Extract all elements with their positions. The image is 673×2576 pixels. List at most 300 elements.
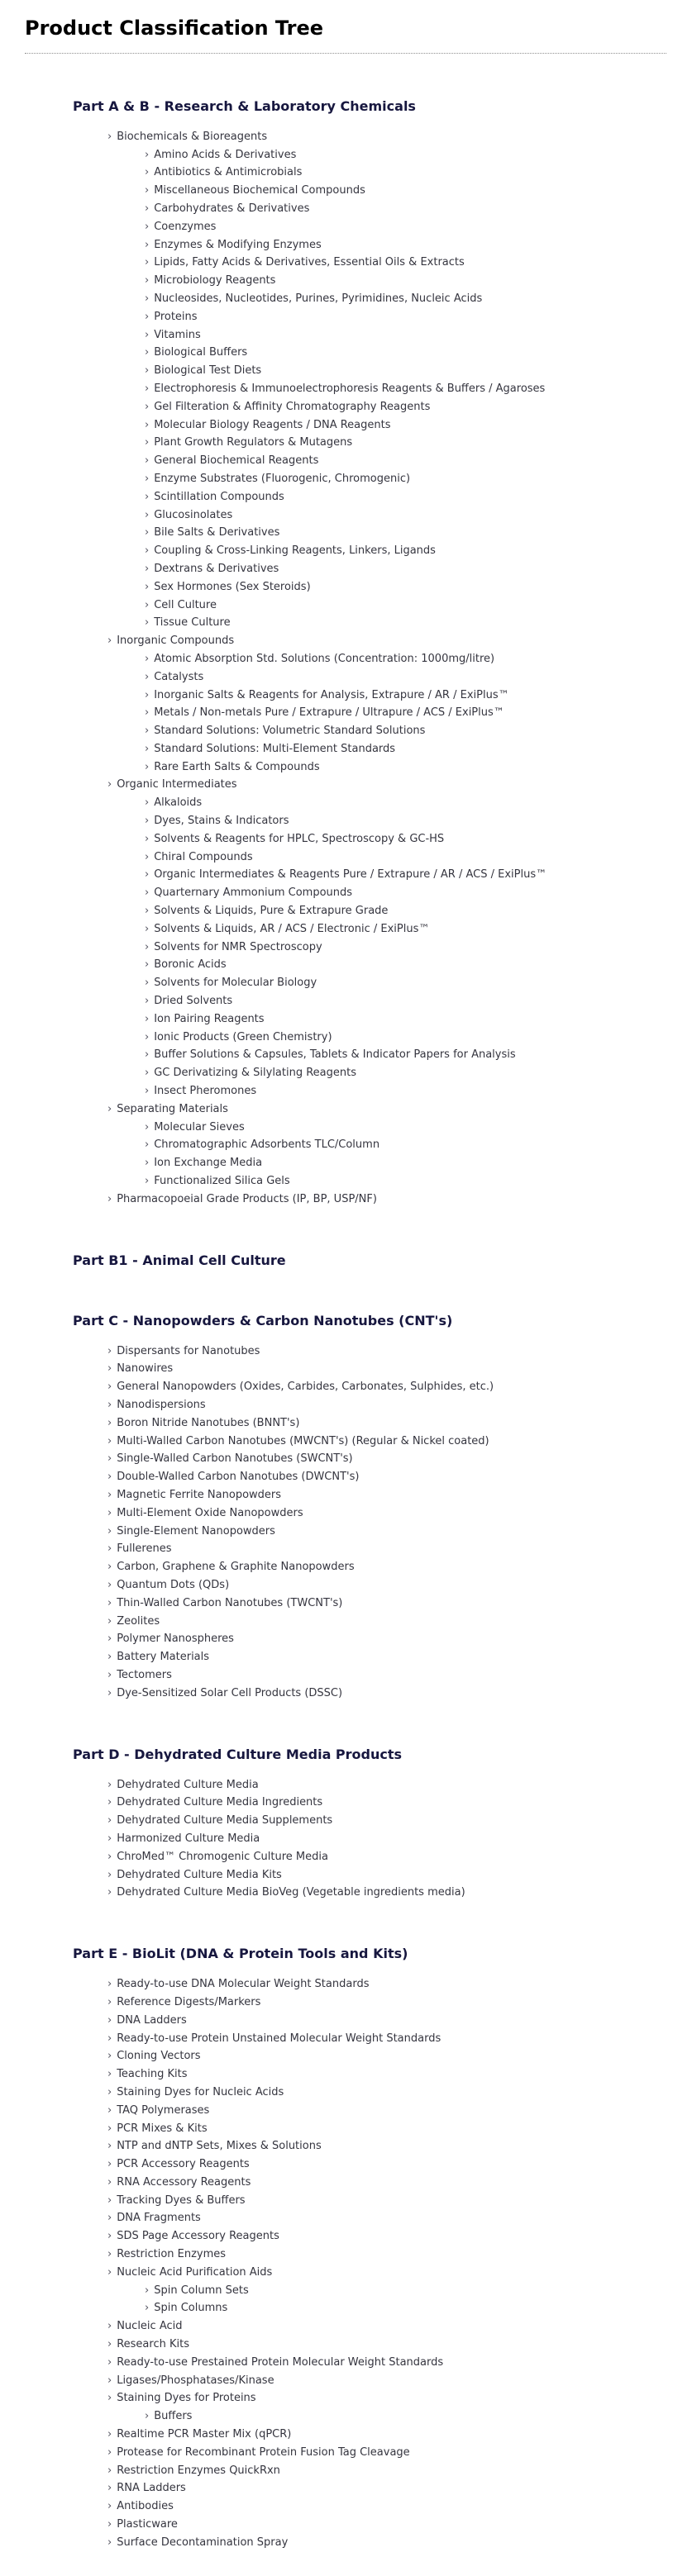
category-link[interactable]: RNA Accessory Reagents [117, 2175, 251, 2189]
category-link[interactable]: Dehydrated Culture Media [117, 1778, 259, 1791]
tree-item [145, 433, 666, 451]
category-link[interactable]: Plant Growth Regulators & Mutagens [154, 436, 353, 449]
tree-row [145, 848, 666, 866]
category-link[interactable]: Reference Digests/Markers [117, 1995, 261, 2008]
chevron-right-icon: › [145, 364, 150, 378]
chevron-right-icon: › [145, 1048, 150, 1062]
tree-row [145, 199, 666, 217]
category-link[interactable]: Ion Exchange Media [154, 1157, 263, 1170]
tree-item [145, 739, 666, 758]
category-link[interactable]: Ion Pairing Reagents [154, 1012, 265, 1025]
tree-item [145, 1172, 666, 1190]
chevron-right-icon: › [107, 2085, 112, 2098]
category-link[interactable]: Solvents & Liquids, Pure & Extrapure Grade [154, 905, 389, 918]
section-part-d [73, 1747, 666, 1902]
classification-tree [73, 1342, 666, 1702]
tree-item [107, 1847, 666, 1865]
tree-row [145, 379, 666, 397]
chevron-right-icon: › [107, 1506, 112, 1519]
category-link[interactable]: Carbohydrates & Derivatives [154, 202, 310, 215]
tree-item [145, 217, 666, 235]
category-link[interactable]: Ready-to-use Protein Unstained Molecular Weight Standards [117, 2032, 442, 2045]
chevron-right-icon: › [145, 868, 150, 882]
chevron-right-icon: › [107, 2518, 112, 2531]
tree-item [145, 343, 666, 361]
category-link[interactable]: Magnetic Ferrite Nanopowders [117, 1488, 282, 1501]
chevron-right-icon: › [107, 1452, 112, 1466]
category-link[interactable]: Quarternary Ammonium Compounds [154, 886, 353, 900]
chevron-right-icon: › [145, 1067, 150, 1080]
tree-item [107, 1576, 666, 1594]
tree-item [107, 1190, 666, 1208]
chevron-right-icon: › [145, 1138, 150, 1152]
tree-row [145, 973, 666, 991]
tree-item [107, 2119, 666, 2137]
category-link[interactable]: Tectomers [117, 1668, 172, 1681]
tree-row [107, 1190, 666, 1208]
page [0, 17, 673, 2576]
category-link[interactable]: Coenzymes [154, 220, 217, 233]
category-link[interactable]: Boron Nitride Nanotubes (BNNT's) [117, 1416, 300, 1429]
category-link[interactable]: Restriction Enzymes QuickRxn [117, 2464, 280, 2477]
tree-item [107, 775, 666, 1099]
tree-item [145, 901, 666, 920]
category-link[interactable]: Chromatographic Adsorbents TLC/Column [154, 1138, 380, 1152]
category-link[interactable]: Coupling & Cross-Linking Reagents, Linkers, Ligands [154, 544, 436, 558]
tree-item [145, 416, 666, 434]
category-link[interactable]: Cell Culture [154, 598, 217, 611]
tree-row [145, 1010, 666, 1028]
chevron-right-icon: › [107, 2338, 112, 2351]
category-link[interactable]: Buffers [154, 2410, 193, 2423]
category-link[interactable]: Proteins [154, 310, 198, 323]
category-link[interactable]: Metals / Non-metals Pure / Extrapure / Ultrapure / ACS / ExiPlus™ [154, 706, 504, 720]
category-link[interactable]: Staining Dyes for Nucleic Acids [117, 2085, 284, 2098]
tree-item [145, 1045, 666, 1063]
category-link[interactable]: Buffer Solutions & Capsules, Tablets & Indicator Papers for Analysis [154, 1048, 516, 1062]
tree-item [107, 1359, 666, 1377]
tree-row [145, 901, 666, 920]
category-link[interactable]: Ligases/Phosphatases/Kinase [117, 2374, 274, 2387]
tree-item [107, 2011, 666, 2029]
tree-item [145, 865, 666, 883]
category-link[interactable]: Biological Buffers [154, 346, 248, 359]
subtree [107, 1118, 666, 1190]
tree-item [107, 2065, 666, 2083]
tree-row [107, 1865, 666, 1884]
chevron-right-icon: › [107, 2265, 112, 2279]
sections-container [25, 98, 666, 2551]
category-link[interactable]: Dyes, Stains & Indicators [154, 815, 289, 828]
tree-row [145, 577, 666, 596]
tree-item [145, 848, 666, 866]
chevron-right-icon: › [107, 1832, 112, 1845]
tree-row [107, 2065, 666, 2083]
tree-item [107, 2533, 666, 2551]
tree-row [107, 2335, 666, 2353]
chevron-right-icon: › [107, 2392, 112, 2405]
category-link[interactable]: Insect Pheromones [154, 1085, 257, 1098]
tree-item [145, 1153, 666, 1172]
chevron-right-icon: › [107, 2482, 112, 2495]
chevron-right-icon: › [107, 2068, 112, 2081]
category-link[interactable]: Molecular Biology Reagents / DNA Reagents [154, 418, 391, 431]
chevron-right-icon: › [107, 778, 112, 791]
tree-row [145, 506, 666, 524]
category-link[interactable]: Nucleic Acid [117, 2320, 183, 2333]
category-link[interactable]: Pharmacopoeial Grade Products (IP, BP, USP/NF) [117, 1192, 377, 1205]
tree-row [107, 1847, 666, 1865]
chevron-right-icon: › [145, 1120, 150, 1134]
category-link[interactable]: Bile Salts & Derivatives [154, 526, 280, 539]
category-link[interactable]: Dehydrated Culture Media BioVeg (Vegetable ingredients media) [117, 1886, 465, 1899]
tree-row [107, 1467, 666, 1485]
section-heading: Part A & B - Research & Laboratory Chemicals [73, 97, 416, 114]
category-link[interactable]: Surface Decontamination Spray [117, 2536, 289, 2549]
category-link[interactable]: Lipids, Fatty Acids & Derivatives, Essential Oils & Extracts [154, 256, 465, 269]
category-link[interactable]: Scintillation Compounds [154, 490, 284, 503]
section-part-c [73, 1313, 666, 1702]
chevron-right-icon: › [107, 1488, 112, 1501]
tree-item [145, 758, 666, 776]
tree-row [145, 307, 666, 326]
tree-row [145, 596, 666, 614]
category-link[interactable]: Single-Element Nanopowders [117, 1524, 275, 1538]
category-link[interactable]: Microbiology Reagents [154, 274, 276, 288]
tree-row [145, 253, 666, 271]
category-link[interactable]: Spin Columns [154, 2302, 228, 2315]
tree-item [145, 2281, 666, 2299]
tree-item [145, 1063, 666, 1081]
tree-row [145, 938, 666, 956]
chevron-right-icon: › [107, 1471, 112, 1484]
page-title: Product Classification Tree [25, 17, 324, 40]
category-link[interactable]: Restriction Enzymes [117, 2248, 227, 2261]
tree-item [145, 307, 666, 326]
tree-item [145, 253, 666, 271]
section-part-b1 [73, 1252, 666, 1268]
category-link[interactable]: Amino Acids & Derivatives [154, 148, 297, 161]
tree-item [107, 1829, 666, 1847]
category-link[interactable]: Catalysts [154, 670, 204, 683]
chevron-right-icon: › [145, 796, 150, 810]
tree-item [107, 1775, 666, 1794]
category-link[interactable]: Nanodispersions [117, 1399, 206, 1411]
tree-item [145, 361, 666, 379]
tree-row [107, 775, 666, 793]
category-link[interactable]: Zeolites [117, 1614, 160, 1628]
tree-item [145, 596, 666, 614]
tree-row [145, 326, 666, 344]
category-link[interactable]: Battery Materials [117, 1651, 210, 1664]
tree-row [107, 1395, 666, 1414]
chevron-right-icon: › [145, 1175, 150, 1188]
chevron-right-icon: › [145, 760, 150, 773]
tree-row [145, 523, 666, 541]
section-part-a-b [73, 98, 666, 1208]
tree-row [145, 217, 666, 235]
category-link[interactable]: Multi-Walled Carbon Nanotubes (MWCNT's) (Regular & Nickel coated) [117, 1434, 489, 1447]
category-link[interactable]: Thin-Walled Carbon Nanotubes (TWCNT's) [117, 1596, 343, 1609]
tree-item [145, 1135, 666, 1153]
category-link[interactable]: Single-Walled Carbon Nanotubes (SWCNT's) [117, 1452, 353, 1466]
category-link[interactable]: Antibiotics & Antimicrobials [154, 166, 303, 179]
chevron-right-icon: › [145, 580, 150, 593]
category-link[interactable]: Antibodies [117, 2500, 174, 2513]
category-link[interactable]: Teaching Kits [117, 2068, 188, 2081]
tree-row [145, 1081, 666, 1100]
category-link[interactable]: NTP and dNTP Sets, Mixes & Solutions [117, 2140, 322, 2153]
tree-item [107, 2136, 666, 2155]
tree-row [107, 1557, 666, 1576]
category-link[interactable]: Dispersants for Nanotubes [117, 1344, 260, 1357]
tree-row [107, 2046, 666, 2065]
tree-row [107, 2136, 666, 2155]
tree-item [107, 1865, 666, 1884]
category-link[interactable]: Dye-Sensitized Solar Cell Products (DSSC) [117, 1686, 343, 1699]
category-link[interactable]: Ready-to-use DNA Molecular Weight Standards [117, 1978, 370, 1991]
category-link[interactable]: Protease for Recombinant Protein Fusion Tag Cleavage [117, 2445, 410, 2459]
tree-item [145, 883, 666, 901]
category-link[interactable]: PCR Accessory Reagents [117, 2158, 250, 2171]
tree-row [145, 793, 666, 811]
chevron-right-icon: › [107, 2013, 112, 2027]
chevron-right-icon: › [145, 346, 150, 359]
category-link[interactable]: Biological Test Diets [154, 364, 262, 378]
category-link[interactable]: Nucleosides, Nucleotides, Purines, Pyrimidines, Nucleic Acids [154, 292, 483, 305]
category-link[interactable]: Polymer Nanospheres [117, 1633, 234, 1646]
category-link[interactable]: Glucosinolates [154, 508, 233, 521]
tree-row [107, 1539, 666, 1557]
category-link[interactable]: Quantum Dots (QDs) [117, 1578, 230, 1591]
category-link[interactable]: Standard Solutions: Volumetric Standard Solutions [154, 725, 426, 738]
classification-tree [73, 1775, 666, 1902]
tree-row [145, 1063, 666, 1081]
category-link[interactable]: Tissue Culture [154, 616, 231, 630]
tree-row [145, 433, 666, 451]
category-link[interactable]: Multi-Element Oxide Nanopowders [117, 1506, 303, 1519]
category-link[interactable]: General Biochemical Reagents [154, 454, 319, 468]
category-link[interactable]: Enzyme Substrates (Fluorogenic, Chromogenic) [154, 472, 411, 485]
tree-row [107, 1775, 666, 1794]
category-link[interactable]: DNA Fragments [117, 2212, 201, 2225]
category-link[interactable]: Dehydrated Culture Media Supplements [117, 1814, 333, 1827]
tree-item [107, 1594, 666, 1612]
chevron-right-icon: › [145, 2410, 150, 2423]
chevron-right-icon: › [107, 1578, 112, 1591]
tree-item [107, 127, 666, 631]
tree-item [107, 1449, 666, 1467]
category-link[interactable]: Tracking Dyes & Buffers [117, 2193, 246, 2207]
tree-row [145, 289, 666, 307]
category-link[interactable]: Miscellaneous Biochemical Compounds [154, 184, 365, 197]
category-link[interactable]: Electrophoresis & Immunoelectrophoresis Reagents & Buffers / Agaroses [154, 382, 546, 395]
tree-row [107, 2353, 666, 2371]
category-link[interactable]: Cloning Vectors [117, 2050, 201, 2063]
category-link[interactable]: Solvents for Molecular Biology [154, 977, 317, 990]
category-link[interactable]: Gel Filteration & Affinity Chromatography Reagents [154, 400, 431, 413]
category-link[interactable]: Staining Dyes for Proteins [117, 2392, 256, 2405]
tree-row [107, 2173, 666, 2191]
chevron-right-icon: › [145, 832, 150, 845]
category-link[interactable]: Spin Column Sets [154, 2284, 249, 2297]
tree-row [107, 1883, 666, 1901]
category-link[interactable]: Solvents & Liquids, AR / ACS / Electronic / ExiPlus™ [154, 922, 430, 935]
category-link[interactable]: Standard Solutions: Multi-Element Standards [154, 742, 396, 755]
tree-item [107, 1666, 666, 1684]
tree-item [107, 2443, 666, 2461]
tree-item [107, 2353, 666, 2371]
chevron-right-icon: › [145, 886, 150, 900]
tree-item [145, 181, 666, 199]
category-link[interactable]: Functionalized Silica Gels [154, 1175, 290, 1188]
tree-item [107, 1395, 666, 1414]
chevron-right-icon: › [107, 130, 112, 143]
category-link[interactable]: Ready-to-use Prestained Protein Molecular Weight Standards [117, 2355, 444, 2369]
chevron-right-icon: › [145, 905, 150, 918]
chevron-right-icon: › [107, 1524, 112, 1538]
category-link[interactable]: Dried Solvents [154, 995, 233, 1008]
category-link[interactable]: GC Derivatizing & Silylating Reagents [154, 1067, 357, 1080]
tree-item [145, 541, 666, 559]
category-link[interactable]: General Nanopowders (Oxides, Carbides, Carbonates, Sulphides, etc.) [117, 1381, 494, 1394]
category-link[interactable]: Dehydrated Culture Media Ingredients [117, 1796, 323, 1809]
chevron-right-icon: › [145, 670, 150, 683]
category-link[interactable]: RNA Ladders [117, 2482, 186, 2495]
tree-item [145, 991, 666, 1010]
tree-item [145, 523, 666, 541]
chevron-right-icon: › [145, 238, 150, 251]
tree-item [145, 235, 666, 254]
tree-row [145, 721, 666, 739]
tree-item [145, 469, 666, 487]
chevron-right-icon: › [145, 274, 150, 288]
chevron-right-icon: › [145, 292, 150, 305]
chevron-right-icon: › [107, 1978, 112, 1991]
chevron-right-icon: › [107, 1814, 112, 1827]
category-link[interactable]: Solvents & Reagents for HPLC, Spectroscopy & GC-HS [154, 832, 445, 845]
category-link[interactable]: Separating Materials [117, 1102, 228, 1115]
tree-row [145, 2298, 666, 2317]
category-link[interactable]: Organic Intermediates & Reagents Pure / Extrapure / AR / ACS / ExiPlus™ [154, 868, 547, 882]
tree-item [107, 2317, 666, 2335]
tree-row [107, 2155, 666, 2173]
chevron-right-icon: › [145, 995, 150, 1008]
tree-row [145, 758, 666, 776]
tree-row [107, 1342, 666, 1360]
tree-row [145, 559, 666, 577]
category-link[interactable]: Chiral Compounds [154, 850, 253, 863]
category-link[interactable]: Atomic Absorption Std. Solutions (Concentration: 1000mg/litre) [154, 652, 495, 665]
category-link[interactable]: Alkaloids [154, 796, 203, 810]
tree-item [107, 2046, 666, 2065]
section-heading: Part D - Dehydrated Culture Media Products [73, 1746, 403, 1762]
tree-item [145, 487, 666, 506]
category-link[interactable]: Fullerenes [117, 1542, 172, 1556]
category-link[interactable]: Realtime PCR Master Mix (qPCR) [117, 2428, 292, 2441]
tree-item [145, 145, 666, 164]
category-link[interactable]: SDS Page Accessory Reagents [117, 2230, 279, 2243]
tree-row [145, 920, 666, 938]
tree-row [145, 955, 666, 973]
tree-row [107, 1504, 666, 1522]
tree-row [145, 883, 666, 901]
tree-row [145, 235, 666, 254]
tree-item [145, 613, 666, 631]
chevron-right-icon: › [145, 1085, 150, 1098]
tree-item [145, 163, 666, 181]
tree-row [107, 1522, 666, 1540]
tree-item [107, 2155, 666, 2173]
tree-item [107, 2388, 666, 2425]
tree-row [107, 2227, 666, 2245]
category-link[interactable]: Organic Intermediates [117, 778, 237, 791]
category-link[interactable]: Inorganic Salts & Reagents for Analysis, Extrapure / AR / ExiPlus™ [154, 688, 509, 701]
category-link[interactable]: Boronic Acids [154, 958, 227, 972]
tree-row [145, 2281, 666, 2299]
category-link[interactable]: PCR Mixes & Kits [117, 2122, 208, 2135]
category-link[interactable]: Ionic Products (Green Chemistry) [154, 1030, 332, 1043]
category-link[interactable]: Double-Walled Carbon Nanotubes (DWCNT's) [117, 1471, 360, 1484]
chevron-right-icon: › [145, 184, 150, 197]
category-link[interactable]: DNA Ladders [117, 2013, 187, 2027]
tree-row [145, 181, 666, 199]
tree-row [145, 703, 666, 721]
category-link[interactable]: Carbon, Graphene & Graphite Nanopowders [117, 1561, 355, 1574]
category-link[interactable]: Nucleic Acid Purification Aids [117, 2265, 273, 2279]
category-link[interactable]: Plasticware [117, 2518, 178, 2531]
tree-row [145, 487, 666, 506]
tree-item [145, 649, 666, 668]
category-link[interactable]: ChroMed™ Chromogenic Culture Media [117, 1850, 328, 1863]
tree-item [145, 793, 666, 811]
tree-item [107, 1485, 666, 1504]
category-link[interactable]: Solvents for NMR Spectroscopy [154, 940, 322, 953]
category-link[interactable]: Vitamins [154, 328, 201, 341]
category-link[interactable]: Harmonized Culture Media [117, 1832, 260, 1845]
tree-item [107, 2335, 666, 2353]
category-link[interactable]: Inorganic Compounds [117, 634, 235, 648]
tree-item [145, 2407, 666, 2425]
category-link[interactable]: Sex Hormones (Sex Steroids) [154, 580, 311, 593]
tree-item [107, 1629, 666, 1647]
tree-item [145, 973, 666, 991]
chevron-right-icon: › [145, 922, 150, 935]
tree-item [107, 1100, 666, 1190]
tree-item [107, 2101, 666, 2119]
tree-item [107, 1684, 666, 1702]
tree-row [145, 811, 666, 829]
category-link[interactable]: Enzymes & Modifying Enzymes [154, 238, 322, 251]
chevron-right-icon: › [107, 2536, 112, 2549]
category-link[interactable]: Biochemicals & Bioreagents [117, 130, 268, 143]
chevron-right-icon: › [107, 2050, 112, 2063]
category-link[interactable]: Rare Earth Salts & Compounds [154, 760, 320, 773]
tree-item [145, 829, 666, 848]
chevron-right-icon: › [107, 2158, 112, 2171]
category-link[interactable]: Nanowires [117, 1362, 174, 1376]
tree-row [145, 2407, 666, 2425]
category-link[interactable]: Molecular Sieves [154, 1120, 245, 1134]
tree-row [107, 2083, 666, 2101]
tree-row [145, 343, 666, 361]
category-link[interactable]: Research Kits [117, 2338, 189, 2351]
tree-row [145, 361, 666, 379]
category-link[interactable]: Dextrans & Derivatives [154, 562, 279, 575]
category-link[interactable]: TAQ Polymerases [117, 2103, 210, 2117]
category-link[interactable]: Dehydrated Culture Media Kits [117, 1868, 282, 1881]
tree-row [145, 1153, 666, 1172]
